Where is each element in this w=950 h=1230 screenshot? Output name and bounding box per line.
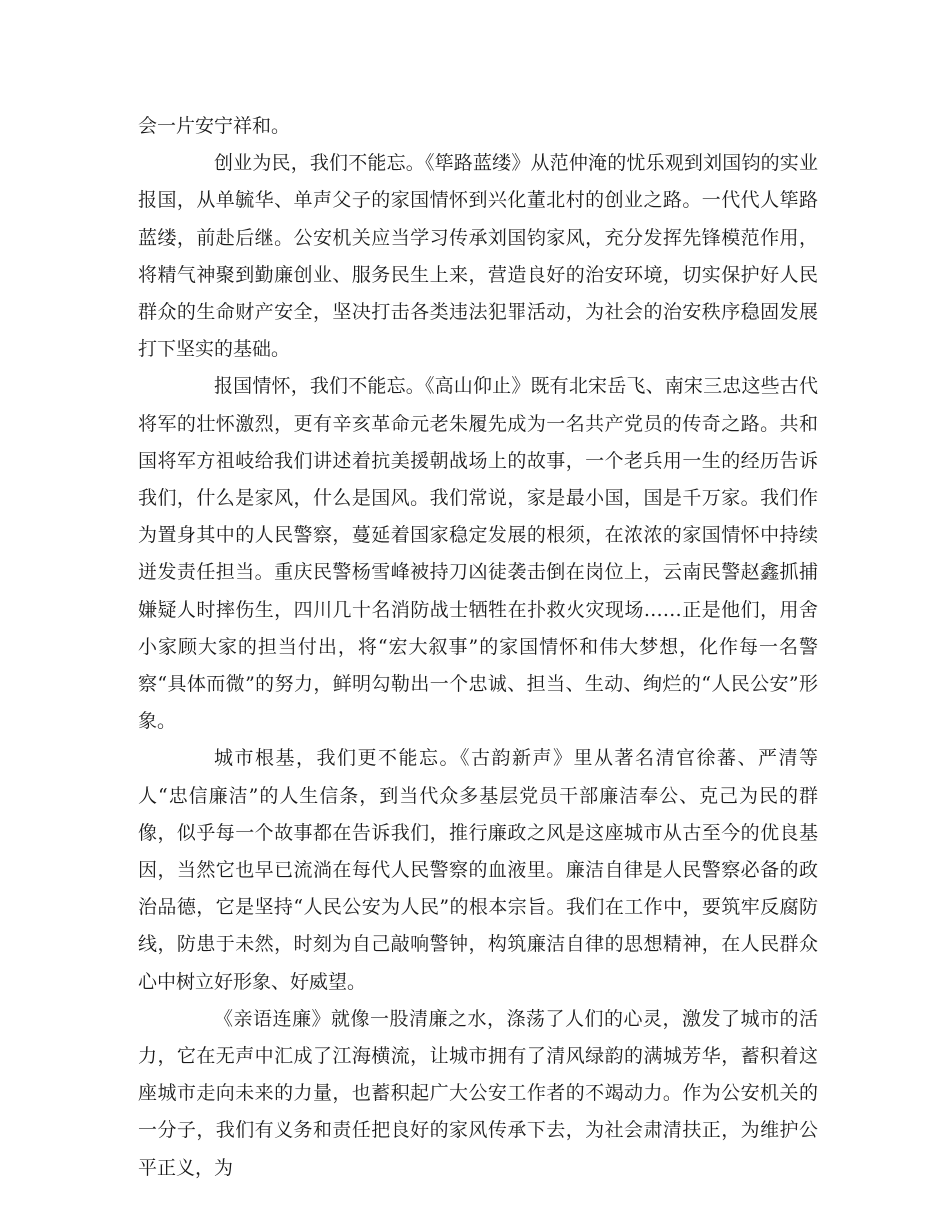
paragraph-2: 创业为民，我们不能忘。《筚路蓝缕》从范仲淹的忧乐观到刘国钧的实业报国，从单毓华、单声父子的家国情怀到兴化董北村的创业之路。一代代人筚路蓝缕，前赴后继。公安机关应当学习传承刘国钧家风，充分发挥先锋模范作用，将精气神聚到勤廉创业、服务民生上来，营造良好的治安环境，切实保护好人民群众的生命财产安全，坚决打击各类违法犯罪活动，为社会的治安秩序稳固发展打下坚实的基础。 [138,152,818,361]
paragraph-1: 会一片安宁祥和。 [138,115,291,137]
document-body [138,108,818,1187]
paragraph-5: 《亲语连廉》就像一股清廉之水，涤荡了人们的心灵，激发了城市的活力，它在无声中汇成了江海横流，让城市拥有了清风绿韵的满城芳华，蓄积着这座城市走向未来的力量，也蓄积起广大公安工作者的不竭动力。作为公安机关的一分子，我们有义务和责任把良好的家风传承下去，为社会肃清扶正，为维护公平正义，为 [138,1007,818,1179]
paragraph-3: 报国情怀，我们不能忘。《高山仰止》既有北宋岳飞、南宋三忠这些古代将军的壮怀激烈，更有辛亥革命元老朱履先成为一名共产党员的传奇之路。共和国将军方祖岐给我们讲述着抗美援朝战场上的故事，一个老兵用一生的经历告诉我们，什么是家风，什么是国风。我们常说，家是最小国，国是千万家。我们作为置身其中的人民警察，蔓延着国家稳定发展的根须，在浓浓的家国情怀中持续迸发责任担当。重庆民警杨雪峰被持刀凶徒袭击倒在岗位上，云南民警赵鑫抓捕嫌疑人时摔伤生，四川几十名消防战士牺牲在扑救火灾现场……正是他们，用舍小家顾大家的担当付出，将“宏大叙事”的家国情怀和伟大梦想，化作每一名警察“具体而微”的努力，鲜明勾勒出一个忠诚、担当、生动、绚烂的“人民公安”形象。 [138,375,818,733]
paragraph-4: 城市根基，我们更不能忘。《古韵新声》里从著名清官徐蕃、严清等人“忠信廉洁”的人生信条，到当代众多基层党员干部廉洁奉公、克己为民的群像，似乎每一个故事都在告诉我们，推行廉政之风是这座城市从古至今的优良基因，当然它也早已流淌在每代人民警察的血液里。廉洁自律是人民警察必备的政治品德，它是坚持“人民公安为人民”的根本宗旨。我们在工作中，要筑牢反腐防线，防患于未然，时刻为自己敲响警钟，构筑廉洁自律的思想精神，在人民群众心中树立好形象、好威望。 [138,747,818,993]
